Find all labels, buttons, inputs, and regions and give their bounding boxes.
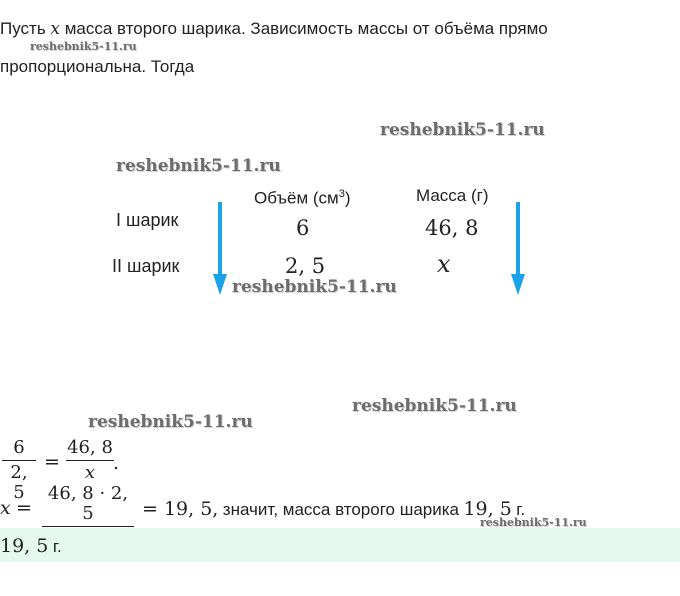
proportion-left-fraction: 6 2, 5 [2,438,36,503]
row1-label: I шарик [116,210,179,230]
col-mass-header: Масса (г) [416,186,489,205]
solution-fraction: 46, 8 · 2, 5 [42,484,134,549]
solution-result: = 19, 5, значит, масса второго шарика 19, 5 г. [142,498,526,520]
intro-line-2: пропорциональна. Тогда [0,57,195,76]
row2-mass: x [437,250,451,278]
watermark: reshebnik5-11.ru [232,277,397,297]
answer-text: 19, 5 г. [0,535,62,557]
row1-mass: 46, 8 [425,216,479,240]
col-volume-header: Объём $(см^3)$ [254,188,351,208]
row1-volume: 6 [296,216,310,240]
left-arrow-icon [212,200,228,296]
watermark: reshebnik5-11.ru [352,396,517,416]
proportion-equals: = [44,451,60,473]
watermark: reshebnik5-11.ru [88,412,253,432]
intro-part2: масса второго шарика. Зависимость массы от объёма прямо [64,19,548,38]
row2-volume: 2, 5 [285,254,326,278]
intro-part1: Пусть [0,19,46,38]
watermark: reshebnik5-11.ru [380,120,545,140]
watermark: reshebnik5-11.ru [480,516,587,529]
solution-var: x [0,497,11,519]
intro-line-1 [0,18,548,40]
row2-label: II шарик [112,256,180,276]
proportion-period: . [113,452,120,474]
intro-var: x [50,19,60,39]
solution-equals: = [16,497,32,519]
answer-box [0,528,680,562]
right-arrow-icon [510,200,526,296]
watermark: reshebnik5-11.ru [30,40,137,53]
proportion-right-fraction: 46, 8 x [67,437,113,483]
watermark: reshebnik5-11.ru [116,156,281,176]
